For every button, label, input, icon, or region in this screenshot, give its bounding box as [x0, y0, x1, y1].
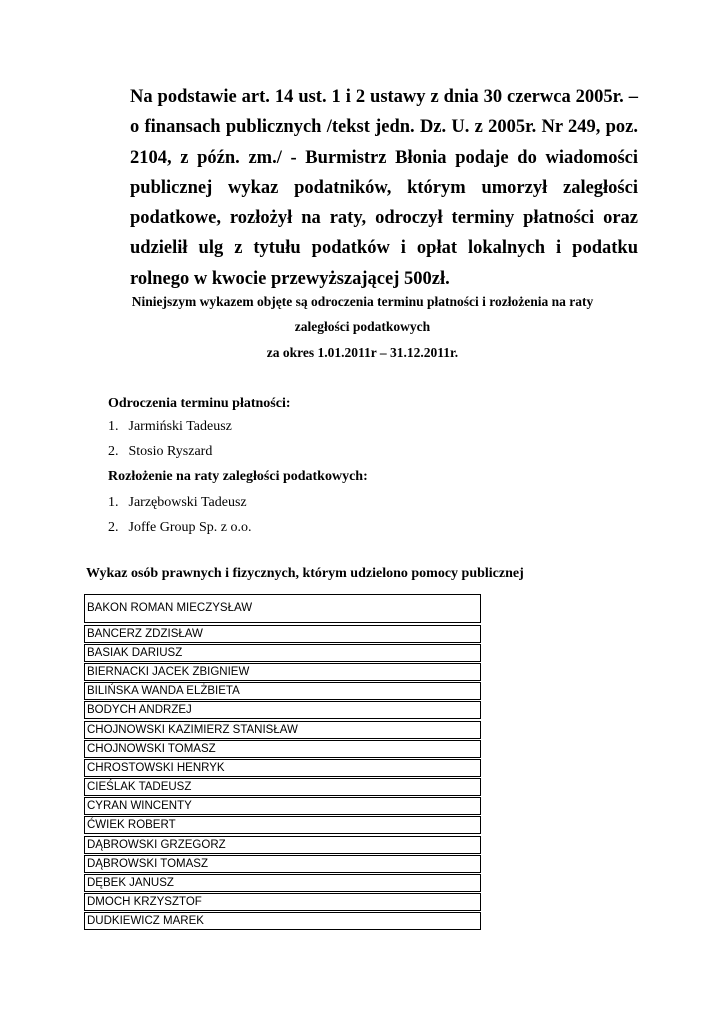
table-row: DĄBROWSKI GRZEGORZ [84, 836, 481, 854]
table-row: DUDKIEWICZ MAREK [84, 912, 481, 930]
list-item-name: Joffe Group Sp. z o.o. [128, 520, 252, 535]
table-row: CHROSTOWSKI HENRYK [84, 759, 481, 777]
table-row: CHOJNOWSKI TOMASZ [84, 740, 481, 758]
table-row: BODYCH ANDRZEJ [84, 701, 481, 719]
list-number: 1. [108, 495, 119, 510]
table-row: BAKON ROMAN MIECZYSŁAW [84, 594, 481, 623]
list-number: 1. [108, 419, 119, 434]
deferral-item [108, 418, 232, 436]
aid-table-title: Wykaz osób prawnych i fizycznych, którym udzielono pomocy publicznej [86, 566, 524, 581]
deferral-item [108, 443, 212, 461]
list-item-name: Jarmiński Tadeusz [128, 419, 232, 434]
table-row: DĄBROWSKI TOMASZ [84, 855, 481, 873]
scope-line-2: zaległości podatkowych [294, 319, 431, 334]
aid-table [84, 594, 481, 930]
list-item-name: Stosio Ryszard [128, 444, 213, 459]
table-row: CHOJNOWSKI KAZIMIERZ STANISŁAW [84, 721, 481, 739]
scope-line-1: Niniejszym wykazem objęte są odroczenia terminu płatności i rozłożenia na raty [131, 294, 594, 309]
list-item-name: Jarzębowski Tadeusz [128, 495, 247, 510]
installment-item [108, 494, 247, 512]
table-row: CYRAN WINCENTY [84, 797, 481, 815]
table-row: BIERNACKI JACEK ZBIGNIEW [84, 663, 481, 681]
installments-heading: Rozłożenie na raty zaległości podatkowych: [108, 469, 368, 484]
deferrals-heading: Odroczenia terminu płatności: [108, 396, 291, 411]
table-row: BANCERZ ZDZISŁAW [84, 625, 481, 643]
table-row: BASIAK DARIUSZ [84, 644, 481, 662]
table-row: DMOCH KRZYSZTOF [84, 893, 481, 911]
scope-period: za okres 1.01.2011r – 31.12.2011r. [266, 345, 459, 360]
table-row: BILIŃSKA WANDA ELŻBIETA [84, 682, 481, 700]
list-number: 2. [108, 444, 119, 459]
list-number: 2. [108, 520, 119, 535]
table-row: DĘBEK JANUSZ [84, 874, 481, 892]
intro-paragraph: Na podstawie art. 14 ust. 1 i 2 ustawy z dnia 30 czerwca 2005r. – o finansach publicznych /tekst jedn. Dz. U. z 2005r. Nr 249, poz. 2104, z późn. zm./ - Burmistrz Błonia podaje do wiadomości publicznej wykaz podatników, którym umorzył zaległości podatkowe, rozłożył na raty, odroczył terminy płatności oraz udzielił ulg z tytułu podatków i opłat lokalnych i podatku rolnego w kwocie przewyższającej 500zł. [130, 87, 638, 289]
table-row: CIEŚLAK TADEUSZ [84, 778, 481, 796]
table-row: ĆWIEK ROBERT [84, 816, 481, 834]
installment-item [108, 519, 252, 537]
